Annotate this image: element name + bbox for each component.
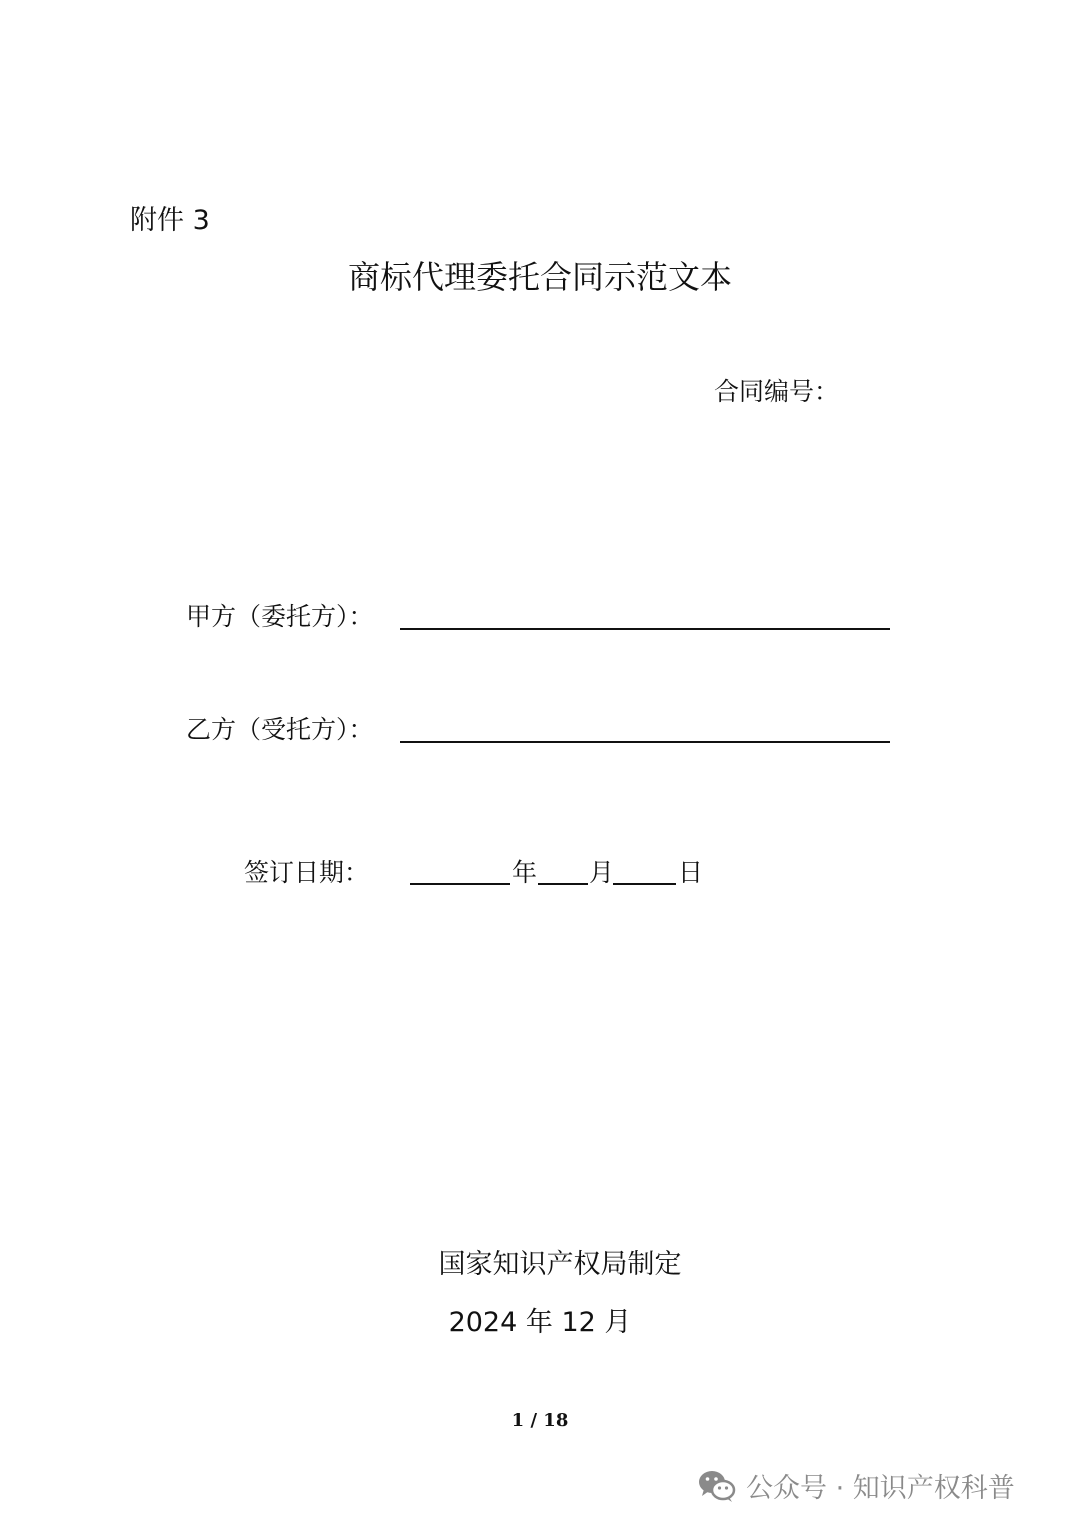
year-unit: 年 — [512, 858, 538, 887]
party-b-label: 乙方（受托方）： — [186, 715, 374, 744]
wechat-icon — [698, 1469, 736, 1503]
party-a-label: 甲方（委托方）： — [186, 602, 374, 631]
page-number: 1 / 18 — [511, 1410, 569, 1431]
issuer: 国家知识产权局制定 — [438, 1249, 682, 1280]
document-title: 商标代理委托合同示范文本 — [347, 258, 732, 296]
year-blank-line — [410, 883, 510, 885]
watermark-text: 公众号 · 知识产权科普 — [746, 1473, 1015, 1504]
party-a-blank-line — [400, 628, 890, 630]
signing-date-label: 签订日期： — [244, 858, 370, 887]
contract-number-label: 合同编号： — [714, 377, 840, 406]
party-b-blank-line — [400, 741, 890, 743]
month-unit: 月 — [589, 858, 615, 887]
attachment-label: 附件 3 — [130, 205, 210, 236]
issue-date: 2024 年 12 月 — [448, 1307, 632, 1338]
day-blank-line — [613, 883, 676, 885]
day-unit: 日 — [678, 858, 704, 887]
watermark — [698, 1466, 1015, 1505]
month-blank-line — [538, 883, 588, 885]
